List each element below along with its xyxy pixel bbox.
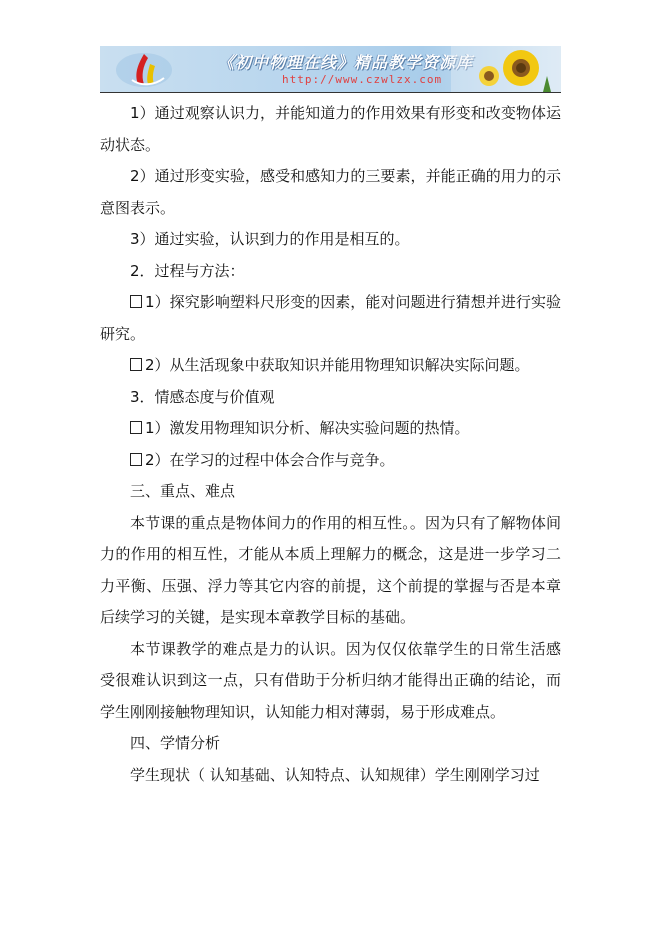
process-item-1-text: 1）探究影响塑料尺形变的因素，能对问题进行猜想并进行实验研究。 xyxy=(100,293,561,343)
objective-3: 3）通过实验，认识到力的作用是相互的。 xyxy=(130,230,410,248)
emotion-item-2-text: 2）在学习的过程中体会合作与竞争。 xyxy=(145,450,395,469)
emotion-item-1 xyxy=(100,413,561,445)
sunflower-icon xyxy=(451,46,561,92)
section-learner-analysis: 四、学情分析 xyxy=(130,734,221,752)
checkbox-glyph xyxy=(130,358,142,371)
objective-1: 1）通过观察认识力，并能知道力的作用效果有形变和改变物体运动状态。 xyxy=(100,104,561,154)
logo-icon xyxy=(114,50,174,90)
checkbox-glyph xyxy=(130,295,142,308)
emotion-item-1-text: 1）激发用物理知识分析、解决实验问题的热情。 xyxy=(145,419,470,437)
section-key-difficult: 三、重点、难点 xyxy=(130,482,236,500)
objective-2: 2）通过形变实验，感受和感知力的三要素，并能正确的用力的示意图表示。 xyxy=(100,167,561,217)
section-emotion-values: 3．情感态度与价值观 xyxy=(130,387,275,406)
header-rule xyxy=(100,92,561,93)
key-point-paragraph: 本节课的重点是物体间力的作用的相互性。。因为只有了解物体间力的作用的相互性，才能从本质上理解力的概念，这是进一步学习二力平衡、压强、浮力等其它内容的前提，这个前提的掌握与否是本章后续学习的关键，是实现本章教学目标的基础。 xyxy=(100,513,561,626)
checkbox-glyph xyxy=(130,453,142,466)
emotion-item-2 xyxy=(100,445,561,477)
checkbox-glyph xyxy=(130,421,142,434)
process-item-2 xyxy=(100,350,561,382)
section-process-method: 2．过程与方法： xyxy=(130,261,245,280)
process-item-1 xyxy=(100,287,561,350)
banner-title: 《初中物理在线》精品教学资源库 xyxy=(218,53,474,72)
process-item-2-text: 2）从生活现象中获取知识并能用物理知识解决实际问题。 xyxy=(145,356,530,374)
difficult-point-paragraph: 本节课教学的难点是力的认识。因为仅仅依靠学生的日常生活感受很难认识到这一点，只有借助于分析归纳才能得出正确的结论，而学生刚刚接触物理知识，认知能力相对薄弱，易于形成难点。 xyxy=(100,639,561,721)
header-banner xyxy=(100,46,561,92)
learner-status-paragraph: 学生现状（ 认知基础、认知特点、认知规律）学生刚刚学习过 xyxy=(130,765,540,784)
document-body xyxy=(100,98,561,791)
banner-url: http://www.czwlzx.com xyxy=(282,73,443,86)
